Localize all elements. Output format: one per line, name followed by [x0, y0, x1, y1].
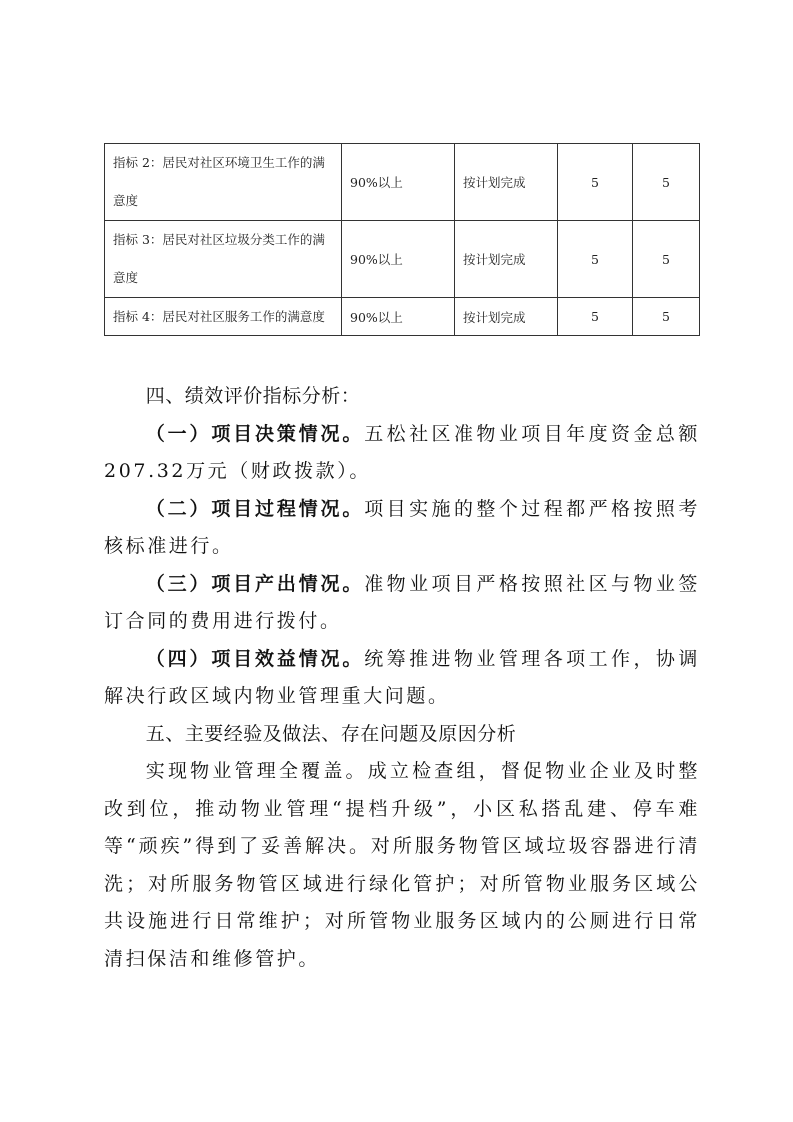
indicator-name-cell [105, 144, 342, 221]
score-cell: 5 [558, 298, 633, 336]
analysis-item-body: 项目实施的整个过程都严格按照考核标准进行。 [104, 497, 700, 557]
indicator-name-line2: 意度 [113, 193, 139, 208]
body-text [104, 378, 700, 978]
indicator-name-line1: 指标 3：居民对社区垃圾分类工作的满 [113, 232, 325, 247]
table-row [105, 144, 700, 221]
target-value-cell: 90%以上 [342, 298, 455, 336]
score-cell: 5 [558, 144, 633, 221]
analysis-item-lead: （一）项目决策情况。 [145, 422, 365, 445]
actual-score-cell: 5 [633, 221, 700, 298]
completion-status-cell: 按计划完成 [455, 298, 558, 336]
target-value-cell: 90%以上 [342, 221, 455, 298]
indicator-name-line1: 指标 2：居民对社区环境卫生工作的满 [113, 155, 325, 170]
analysis-item-lead: （二）项目过程情况。 [145, 497, 365, 520]
target-value-cell: 90%以上 [342, 144, 455, 221]
analysis-item-process [104, 491, 700, 566]
analysis-item-benefit [104, 641, 700, 716]
indicator-name-cell [105, 221, 342, 298]
actual-score-cell: 5 [633, 144, 700, 221]
analysis-item-body: 统筹推进物业管理各项工作，协调解决行政区域内物业管理重大问题。 [104, 647, 700, 707]
analysis-item-lead: （四）项目效益情况。 [145, 647, 365, 670]
analysis-item-body: 准物业项目严格按照社区与物业签订合同的费用进行拨付。 [104, 572, 700, 632]
completion-status-cell: 按计划完成 [455, 144, 558, 221]
score-cell: 5 [558, 221, 633, 298]
section-heading-5: 五、主要经验及做法、存在问题及原因分析 [145, 722, 517, 745]
analysis-item-body: 五松社区准物业项目年度资金总额207.32万元（财政拨款）。 [104, 422, 700, 482]
analysis-item-decision [104, 416, 700, 491]
completion-status-cell: 按计划完成 [455, 221, 558, 298]
indicator-name-line2: 意度 [113, 270, 139, 285]
section-heading-4: 四、绩效评价指标分析： [145, 385, 361, 407]
table-row [105, 298, 700, 336]
table-row [105, 221, 700, 298]
analysis-item-output [104, 566, 700, 641]
experience-paragraph: 实现物业管理全覆盖。成立检查组，督促物业企业及时整改到位，推动物业管理“提档升级”，小区私搭乱建、停车难等“顽疾”得到了妥善解决。对所服务物管区域垃圾容器进行清洗；对所服务物管区域进行绿化管护；对所管物业服务区域公共设施进行日常维护；对所管物业服务区域内的公厕进行日常清扫保洁和维修管护。 [104, 760, 700, 970]
indicator-name-cell: 指标 4：居民对社区服务工作的满意度 [105, 298, 342, 336]
performance-indicator-table [104, 143, 700, 336]
actual-score-cell: 5 [633, 298, 700, 336]
analysis-item-lead: （三）项目产出情况。 [145, 572, 365, 595]
